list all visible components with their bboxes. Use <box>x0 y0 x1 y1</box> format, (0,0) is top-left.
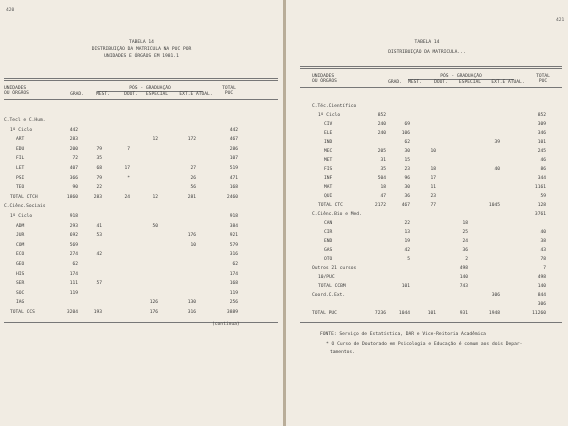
row-label: SER <box>16 281 25 287</box>
row-cell: 23 <box>404 167 410 172</box>
row-cell: 442 <box>229 127 238 133</box>
row-cell: * <box>127 175 130 181</box>
table-row <box>286 248 568 257</box>
row-cell: 174 <box>229 271 238 277</box>
row-cell: 107 <box>229 156 238 162</box>
row-cell: 36 <box>404 194 410 199</box>
row-cell: 11 <box>430 185 436 190</box>
row-cell: 26 <box>190 175 196 181</box>
table-row <box>0 281 283 291</box>
header-rule-bottom <box>4 99 278 100</box>
row-cell: 31 <box>380 158 386 163</box>
row-cell: 36 <box>462 248 468 253</box>
header-rule-top-2 <box>300 68 562 69</box>
row-label: MEC <box>324 149 333 154</box>
table-row <box>286 149 568 158</box>
row-cell: 111 <box>69 281 78 287</box>
row-label: QUI <box>324 194 333 199</box>
row-cell: 17 <box>430 176 436 181</box>
row-cell: 344 <box>537 176 546 181</box>
row-label: EDU <box>16 146 25 152</box>
table-title: TABELA 14 <box>414 40 440 45</box>
table-row <box>0 118 283 128</box>
row-cell: 176 <box>187 233 196 239</box>
table-row <box>286 194 568 203</box>
row-cell: 24 <box>462 239 468 244</box>
table-row <box>0 204 283 214</box>
table-row <box>0 185 283 195</box>
row-cell: 90 <box>72 185 78 191</box>
row-label: ADM <box>16 223 25 229</box>
row-cell: 240 <box>377 122 386 127</box>
table-subtitle-2: UNIDADES E ÓRGÃOS EM 1981.1 <box>104 54 179 59</box>
row-cell: 62 <box>72 262 78 267</box>
table-row <box>286 203 568 212</box>
row-cell: 59 <box>540 194 546 199</box>
left-page <box>0 0 283 426</box>
table-row <box>286 293 568 302</box>
row-cell: 79 <box>96 146 102 152</box>
table-row <box>0 166 283 176</box>
row-label: PSI <box>16 175 25 181</box>
row-cell: 844 <box>537 293 546 298</box>
row-cell: 41 <box>96 223 102 229</box>
header-total: TOTAL <box>222 86 236 91</box>
table-row <box>286 257 568 266</box>
row-cell: 205 <box>377 149 386 154</box>
row-cell: 245 <box>537 149 546 154</box>
row-cell: 53 <box>96 233 102 239</box>
header-puc: PUC <box>538 79 548 84</box>
row-cell: 498 <box>459 266 468 271</box>
table-row <box>0 272 283 282</box>
table-rule-bottom <box>300 322 562 323</box>
row-cell: 309 <box>537 122 546 127</box>
table-row <box>286 266 568 275</box>
row-cell: 931 <box>459 311 468 316</box>
row-label: ELE <box>324 131 333 136</box>
row-cell: 283 <box>93 194 102 200</box>
row-cell: 38 <box>540 239 546 244</box>
row-label: JUR <box>16 233 25 239</box>
row-cell: 256 <box>229 300 238 306</box>
row-cell: 569 <box>69 242 78 248</box>
row-label: MAT <box>324 185 333 190</box>
table-row <box>0 262 283 272</box>
table-row <box>286 212 568 221</box>
row-cell: 852 <box>377 113 386 118</box>
header-pos-graduacao: PÓS - GRADUAÇÃO <box>440 74 482 79</box>
table-row <box>0 252 283 262</box>
row-cell: 35 <box>96 156 102 162</box>
right-page <box>286 0 568 426</box>
table-row <box>0 147 283 157</box>
header-especial: ESPECIAL <box>458 80 482 85</box>
row-cell: 176 <box>149 310 158 315</box>
row-label: 1º Ciclo <box>10 214 33 219</box>
row-cell: 18 <box>430 167 436 172</box>
row-cell: 23 <box>430 194 436 199</box>
row-cell: 39 <box>494 140 500 145</box>
row-label: TOTAL CTCH <box>10 194 38 200</box>
row-cell: 140 <box>537 284 546 289</box>
row-label: 10/PUC <box>318 275 335 280</box>
row-cell: 1045 <box>488 203 500 208</box>
row-label: 1º Ciclo <box>318 113 341 118</box>
table-row <box>286 104 568 113</box>
row-cell: 72 <box>72 156 78 162</box>
table-row <box>286 176 568 185</box>
row-cell: 743 <box>459 284 468 289</box>
header-rule-top <box>4 78 278 79</box>
row-cell: 3204 <box>66 310 78 315</box>
row-cell: 22 <box>404 221 410 226</box>
row-cell: 25 <box>462 230 468 235</box>
row-cell: 293 <box>69 223 78 229</box>
row-cell: 1948 <box>488 311 500 316</box>
footnote-continued: tamentos. <box>330 350 355 355</box>
row-cell: 18 <box>462 221 468 226</box>
page-number: 420 <box>6 8 15 13</box>
row-cell: 22 <box>96 185 102 191</box>
row-cell: 78 <box>540 257 546 262</box>
header-orgaos: OU ÓRGÃOS <box>4 91 29 96</box>
row-cell: 283 <box>69 137 78 143</box>
row-cell: 7 <box>127 146 130 152</box>
row-cell: 12 <box>152 194 158 200</box>
row-label: C.Tecl e C.Hum. <box>4 118 46 123</box>
row-label: ART <box>16 137 25 143</box>
row-label: COM <box>16 242 25 248</box>
table-row <box>286 185 568 194</box>
row-cell: 306 <box>491 293 500 298</box>
row-cell: 168 <box>229 185 238 191</box>
row-cell: 366 <box>69 175 78 181</box>
row-cell: 498 <box>537 275 546 280</box>
row-label: ECO <box>16 252 25 258</box>
table-row <box>0 156 283 166</box>
row-label: IAG <box>16 300 25 306</box>
row-cell: 62 <box>404 140 410 145</box>
row-cell: 119 <box>229 290 238 296</box>
row-cell: 168 <box>229 281 238 287</box>
row-cell: 504 <box>377 176 386 181</box>
row-cell: 2460 <box>226 194 238 200</box>
row-cell: 86 <box>540 167 546 172</box>
row-cell: 42 <box>96 252 102 258</box>
table-title: TABELA 14 <box>129 40 154 45</box>
table-row <box>286 311 568 320</box>
table-row <box>286 239 568 248</box>
header-grad: GRAD. <box>388 80 402 85</box>
table-subtitle: DISTRIBUIÇÃO DA MATRICULA NA PUC POR <box>91 47 192 52</box>
row-label: HIS <box>16 271 25 277</box>
row-cell: 384 <box>229 223 238 229</box>
header-ext: EXT.E ATUAL. <box>491 80 525 85</box>
header-mest: MEST. <box>96 92 110 97</box>
row-cell: 24 <box>124 194 130 200</box>
table-row <box>0 195 283 205</box>
row-cell: 47 <box>380 194 386 199</box>
row-cell: 172 <box>187 137 196 143</box>
row-cell: 101 <box>537 140 546 145</box>
header-dout: DOUT. <box>434 80 448 85</box>
row-label: TOTAL PUC <box>312 311 337 316</box>
row-cell: 852 <box>537 113 546 118</box>
table-row <box>0 224 283 234</box>
row-cell: 471 <box>229 175 238 181</box>
row-cell: 106 <box>401 131 410 136</box>
row-cell: 101 <box>401 284 410 289</box>
row-cell: 57 <box>96 281 102 287</box>
row-label: SOC <box>16 290 25 296</box>
table-row <box>286 167 568 176</box>
table-row <box>286 131 568 140</box>
row-label: END <box>324 239 333 244</box>
header-unidades: UNIDADES <box>312 74 335 79</box>
table-row <box>286 302 568 311</box>
row-cell: 174 <box>69 271 78 277</box>
row-cell: 69 <box>404 122 410 127</box>
header-dout: DOUT. <box>124 92 138 97</box>
row-label: TOTAL CCBM <box>318 284 346 289</box>
continued-note: (continua) <box>212 322 240 327</box>
header-pos-graduacao: PÓS - GRADUAÇÃO <box>129 86 171 91</box>
row-cell: 306 <box>537 302 546 307</box>
row-cell: 19 <box>404 239 410 244</box>
page-number: 421 <box>556 18 565 23</box>
row-label: CAN <box>324 221 333 226</box>
row-cell: 918 <box>229 214 238 219</box>
header-rule-top <box>300 66 562 67</box>
row-cell: 467 <box>401 203 410 208</box>
row-cell: 579 <box>229 242 238 248</box>
row-label: FIS <box>324 167 333 172</box>
row-label: Coord.C.Ext. <box>312 293 346 298</box>
table-row <box>0 214 283 224</box>
row-cell: 13 <box>404 230 410 235</box>
header-rule-bottom <box>300 87 562 88</box>
row-cell: 126 <box>149 300 158 306</box>
table-row <box>286 221 568 230</box>
row-cell: 5 <box>407 257 410 262</box>
row-label: OTO <box>324 257 333 262</box>
row-cell: 40 <box>540 230 546 235</box>
footnote: * O Curso de Doutorado em Psicologia e Educação é comum aos dois Depar- <box>326 342 523 347</box>
row-cell: 15 <box>404 158 410 163</box>
row-cell: 101 <box>427 311 436 316</box>
row-cell: 56 <box>190 185 196 191</box>
row-cell: 519 <box>229 166 238 171</box>
table-row <box>286 158 568 167</box>
row-label: Outros 21 cursos <box>312 266 357 271</box>
row-cell: 10 <box>430 149 436 154</box>
row-cell: 692 <box>69 233 78 239</box>
table-row <box>0 300 283 310</box>
table-row <box>0 310 283 320</box>
table-row <box>0 291 283 301</box>
header-total: TOTAL <box>536 74 550 79</box>
source-note: FONTE: Serviço de Estatística, DAR e Vice-Reitoria Acadêmica <box>320 332 486 337</box>
row-cell: 30 <box>404 185 410 190</box>
row-cell: 42 <box>404 248 410 253</box>
row-cell: 316 <box>187 310 196 315</box>
row-cell: 96 <box>404 176 410 181</box>
row-cell: 274 <box>69 252 78 258</box>
table-row <box>286 140 568 149</box>
row-label: TEO <box>16 185 25 191</box>
row-cell: 407 <box>69 166 78 171</box>
row-cell: 1044 <box>398 311 410 316</box>
header-mest: MEST. <box>408 80 422 85</box>
row-label: CIV <box>324 122 333 127</box>
row-label: GAS <box>324 248 333 253</box>
row-cell: 119 <box>69 290 78 296</box>
row-cell: 77 <box>430 203 436 208</box>
row-cell: 240 <box>377 131 386 136</box>
row-cell: 7236 <box>374 311 386 316</box>
row-cell: 12 <box>152 137 158 143</box>
row-cell: 3889 <box>226 310 238 315</box>
row-cell: 442 <box>69 127 78 133</box>
row-cell: 1860 <box>66 194 78 200</box>
row-cell: 40 <box>494 167 500 172</box>
row-cell: 35 <box>380 167 386 172</box>
row-label: CIR <box>324 230 333 235</box>
table-row <box>0 243 283 253</box>
row-label: C.Ciênc.Bio e Med. <box>312 212 362 217</box>
row-label: MET <box>324 158 333 163</box>
row-label: C.Ciênc.Sociais <box>4 204 46 210</box>
row-cell: 46 <box>540 158 546 163</box>
row-cell: 2172 <box>374 203 386 208</box>
table-row <box>0 233 283 243</box>
row-cell: 18 <box>380 185 386 190</box>
table-row <box>286 230 568 239</box>
table-row <box>286 284 568 293</box>
row-cell: 316 <box>229 252 238 258</box>
row-cell: 140 <box>459 275 468 280</box>
table-row <box>286 122 568 131</box>
row-cell: 30 <box>404 149 410 154</box>
table-row <box>286 275 568 284</box>
row-label: TOTAL CTC <box>318 203 343 208</box>
row-label: FIL <box>16 156 25 162</box>
header-rule-top-2 <box>4 80 278 81</box>
row-cell: 68 <box>96 166 102 171</box>
row-cell: 286 <box>229 146 238 152</box>
header-orgaos: OU ÓRGÃOS <box>312 79 337 84</box>
row-cell: 130 <box>187 300 196 306</box>
row-cell: 27 <box>190 166 196 171</box>
header-puc: PUC <box>224 91 234 96</box>
row-label: LET <box>16 166 25 171</box>
row-cell: 17 <box>124 166 130 171</box>
table-row <box>0 176 283 186</box>
header-unidades: UNIDADES <box>4 86 27 91</box>
table-row <box>0 137 283 147</box>
table-subtitle: DISTRIBUIÇÃO DA MATRICULA... <box>388 50 466 55</box>
row-cell: 50 <box>152 223 158 229</box>
row-cell: 193 <box>93 310 102 315</box>
header-ext: EXT.E ATUAL. <box>179 92 213 97</box>
row-cell: 79 <box>96 175 102 181</box>
row-cell: 281 <box>187 194 196 200</box>
table-row <box>0 128 283 138</box>
row-cell: 3761 <box>534 212 546 217</box>
row-label: 1º Ciclo <box>10 127 33 133</box>
row-cell: 1161 <box>534 185 546 190</box>
row-cell: 200 <box>69 146 78 152</box>
row-label: INF <box>324 176 333 181</box>
row-label: TOTAL CCS <box>10 310 35 315</box>
row-cell: 43 <box>540 248 546 253</box>
row-label: C.Téc.Científico <box>312 104 357 109</box>
row-cell: 921 <box>229 233 238 239</box>
row-cell: 128 <box>537 203 546 208</box>
row-cell: 346 <box>537 131 546 136</box>
table-row <box>286 113 568 122</box>
row-cell: 10 <box>190 242 196 248</box>
row-cell: 62 <box>232 262 238 267</box>
row-cell: 7 <box>543 266 546 271</box>
header-grad: GRAD. <box>70 92 84 97</box>
row-cell: 918 <box>69 214 78 219</box>
row-cell: 2 <box>465 257 468 262</box>
header-especial: ESPECIAL <box>145 92 169 97</box>
row-cell: 467 <box>229 137 238 143</box>
row-label: IND <box>324 140 333 145</box>
row-cell: 11260 <box>532 311 546 316</box>
row-label: GEO <box>16 262 25 267</box>
